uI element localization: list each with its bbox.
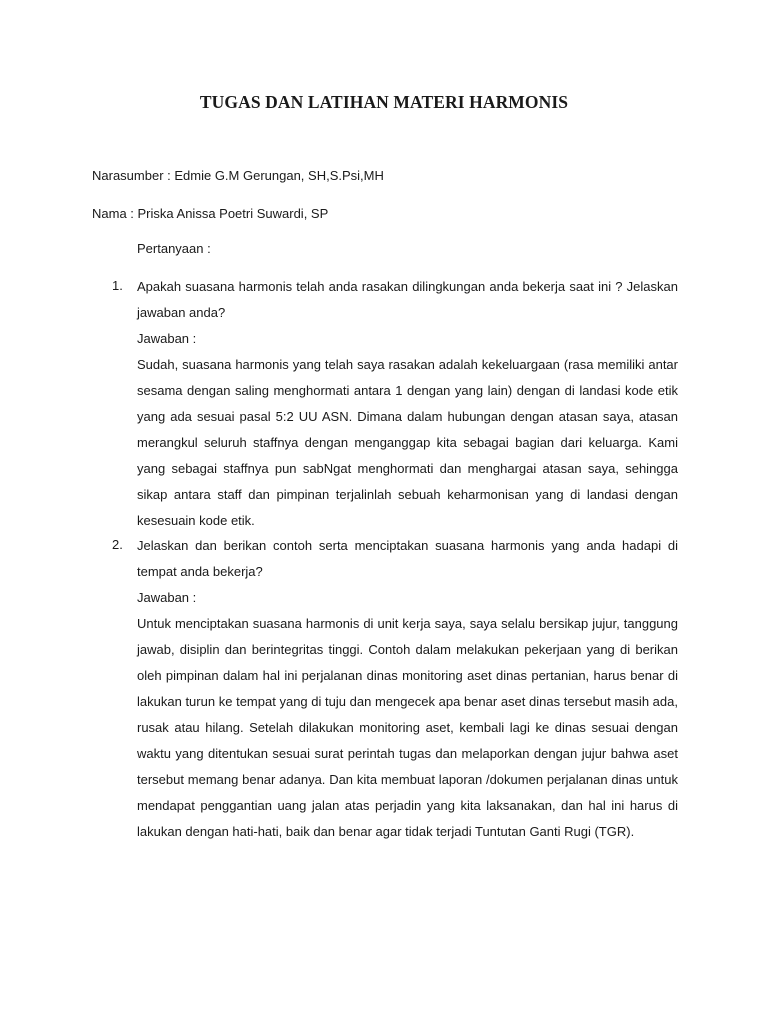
answer-text: Sudah, suasana harmonis yang telah saya rasakan adalah kekeluargaan (rasa memiliki antar sesama dengan saling menghormati antara 1 dengan yang lain) dengan di landasi kode etik yang ada sesuai pasal 5:2 UU ASN. Dimana dalam hubungan dengan atasan saya, atasan merangkul seluruh staffnya dengan menganggap kita sebagai bagian dari keluarga. Kami yang sebagai staffnya pun sabNgat menghormati dan menghargai atasan saya, sehingga sikap antara staff dan pimpinan terjalinlah sebuah keharmonisan yang di landasi dengan kesesuain kode etik. xyxy=(137,357,678,528)
narasumber-line: Narasumber : Edmie G.M Gerungan, SH,S.Psi,MH xyxy=(92,168,384,183)
nama-line: Nama : Priska Anissa Poetri Suwardi, SP xyxy=(92,206,329,221)
document-title: TUGAS DAN LATIHAN MATERI HARMONIS xyxy=(199,92,569,112)
question-number: 2. xyxy=(112,537,123,552)
question-text: Apakah suasana harmonis telah anda rasakan dilingkungan anda bekerja saat ini ? Jelaskan jawaban anda? xyxy=(137,279,678,320)
question-body xyxy=(137,274,678,534)
answer-label: Jawaban : xyxy=(137,331,197,346)
answer-label: Jawaban : xyxy=(137,590,197,605)
answer-text: Untuk menciptakan suasana harmonis di unit kerja saya, saya selalu bersikap jujur, tanggung jawab, disiplin dan berintegritas tinggi. Contoh dalam melakukan pekerjaan yang di berikan oleh pimpinan dalam hal ini perjalanan dinas monitoring aset dinas pertanian, harus benar di lakukan turun ke tempat yang di tuju dan mengecek apa benar aset dinas tersebut masih ada, rusak atau hilang. Setelah dilakukan monitoring aset, kembali lagi ke dinas sesuai dengan waktu yang ditentukan sesuai surat perintah tugas dan melaporkan dengan jujur bahwa aset tersebut memang benar adanya. Dan kita membuat laporan /dokumen perjalanan dinas untuk mendapat penggantian uang jalan atas perjadin yang kita laksanakan, dan hal ini harus di lakukan dengan hati-hati, baik dan benar agar tidak terjadi Tuntutan Ganti Rugi (TGR). xyxy=(137,616,678,839)
pertanyaan-label: Pertanyaan : xyxy=(137,241,211,256)
question-text: Jelaskan dan berikan contoh serta menciptakan suasana harmonis yang anda hadapi di tempat anda bekerja? xyxy=(137,538,678,579)
question-number: 1. xyxy=(112,278,123,293)
question-body xyxy=(137,533,678,845)
